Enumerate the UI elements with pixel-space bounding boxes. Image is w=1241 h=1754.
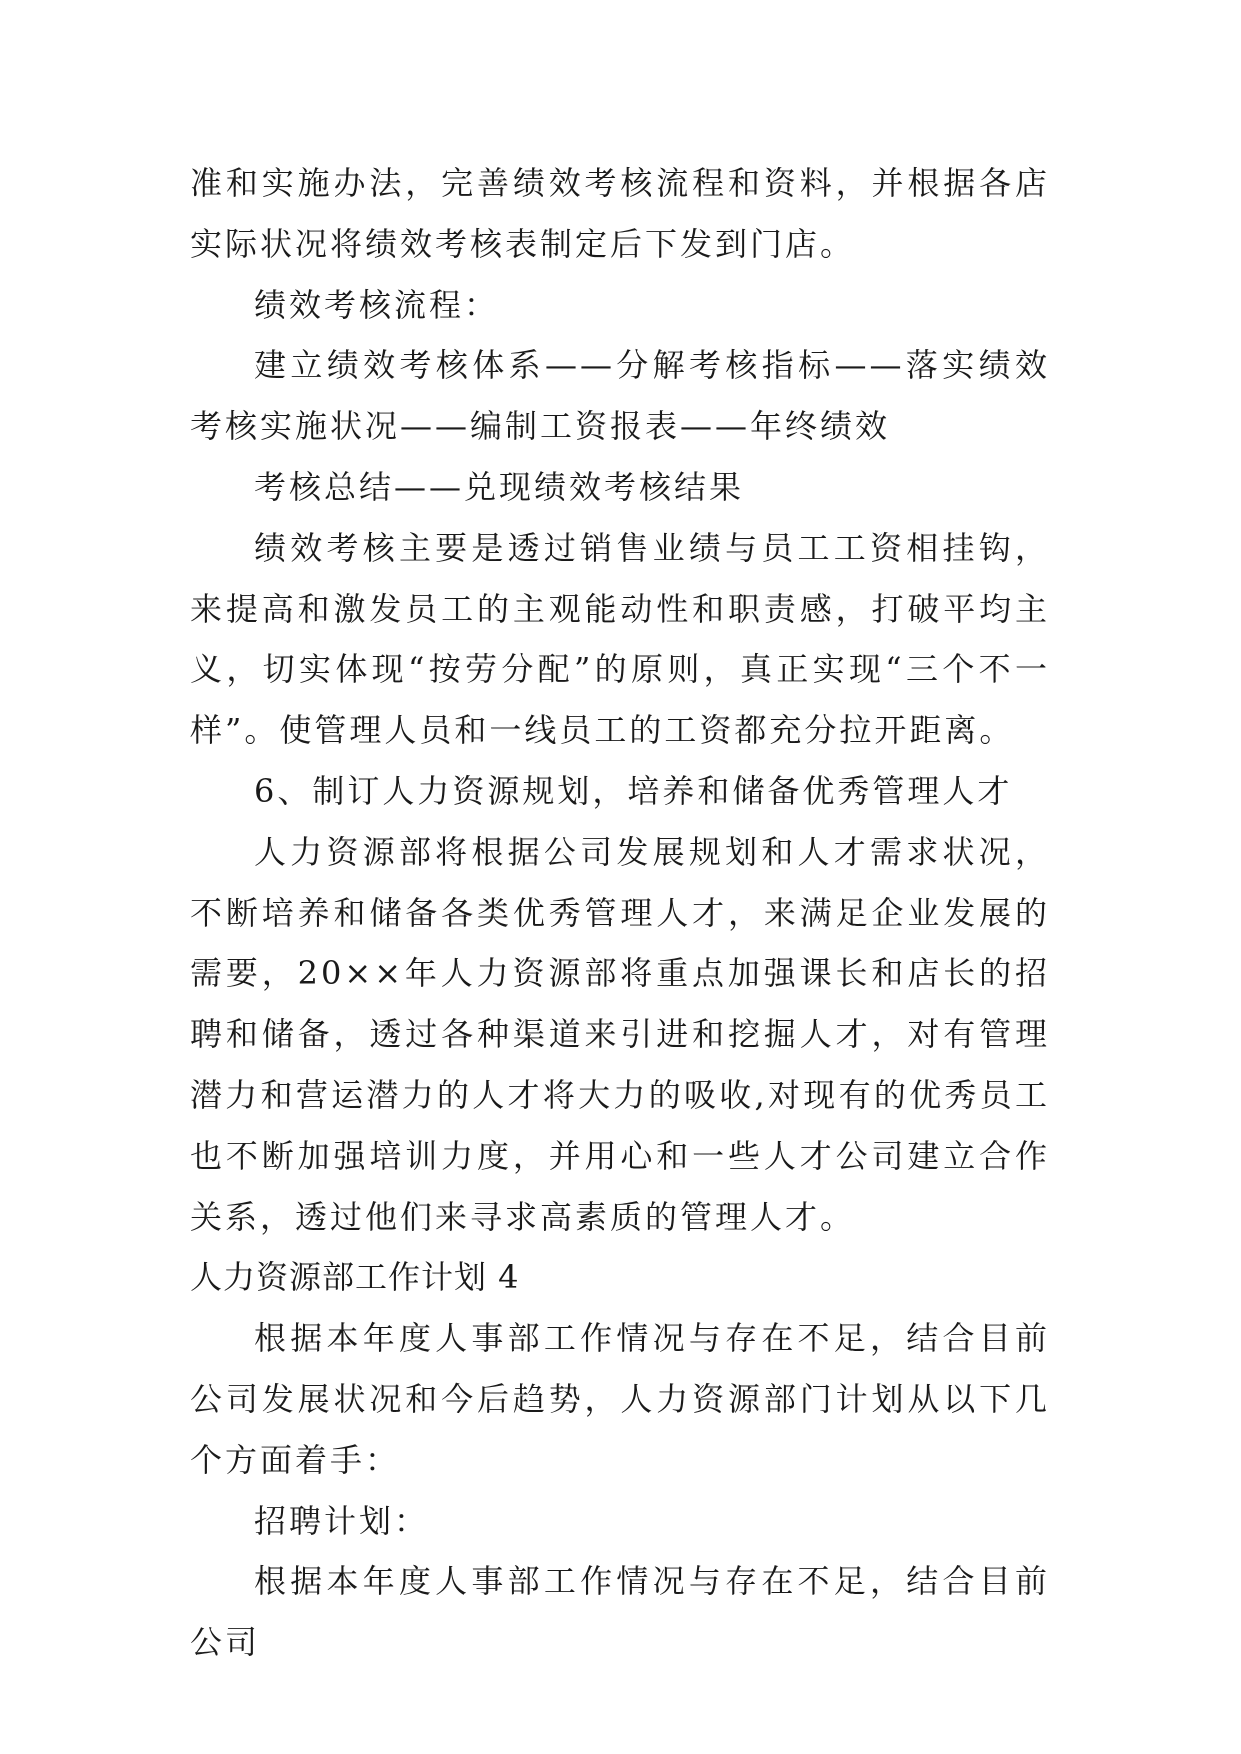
paragraph-section-6-title: 6、制订人力资源规划，培养和储备优秀管理人才 xyxy=(254,771,1013,810)
paragraph-process-steps: 建立绩效考核体系——分解考核指标——落实绩效考核实施状况——编制工资报表——年终绩效 xyxy=(190,346,1050,446)
section-heading: 人力资源部工作计划 4 xyxy=(190,1258,520,1297)
paragraph-intro: 根据本年度人事部工作情况与存在不足，结合目前公司发展状况和今后趋势，人力资源部门计划从以下几个方面着手： xyxy=(190,1319,1050,1479)
paragraph-talent-planning: 人力资源部将根据公司发展规划和人才需求状况，不断培养和储备各类优秀管理人才，来满足企业发展的需要，20××年人力资源部将重点加强课长和店长的招聘和储备，透过各种渠道来引进和挖掘人才，对有管理潜力和营运潜力的人才将大力的吸收,对现有的优秀员工也不断加强培训力度，并用心和一些人才公司建立合作关系，透过他们来寻求高素质的管理人才。 xyxy=(190,832,1050,1236)
paragraph-continuation: 准和实施办法，完善绩效考核流程和资料，并根据各店实际状况将绩效考核表制定后下发到门店。 xyxy=(190,164,1050,263)
paragraph-recruitment-label: 招聘计划： xyxy=(254,1501,430,1540)
paragraph-process-label: 绩效考核流程： xyxy=(254,285,500,324)
paragraph-performance: 绩效考核主要是透过销售业绩与员工工资相挂钩，来提高和激发员工的主观能动性和职责感，打破平均主义，切实体现“按劳分配”的原则，真正实现“三个不一样”。使管理人员和一线员工的工资都充分拉开距离。 xyxy=(190,528,1050,750)
paragraph-process-summary: 考核总结——兑现绩效考核结果 xyxy=(254,467,745,506)
paragraph-recruitment-body: 根据本年度人事部工作情况与存在不足，结合目前公司 xyxy=(190,1562,1050,1662)
document-body xyxy=(190,153,1050,1673)
